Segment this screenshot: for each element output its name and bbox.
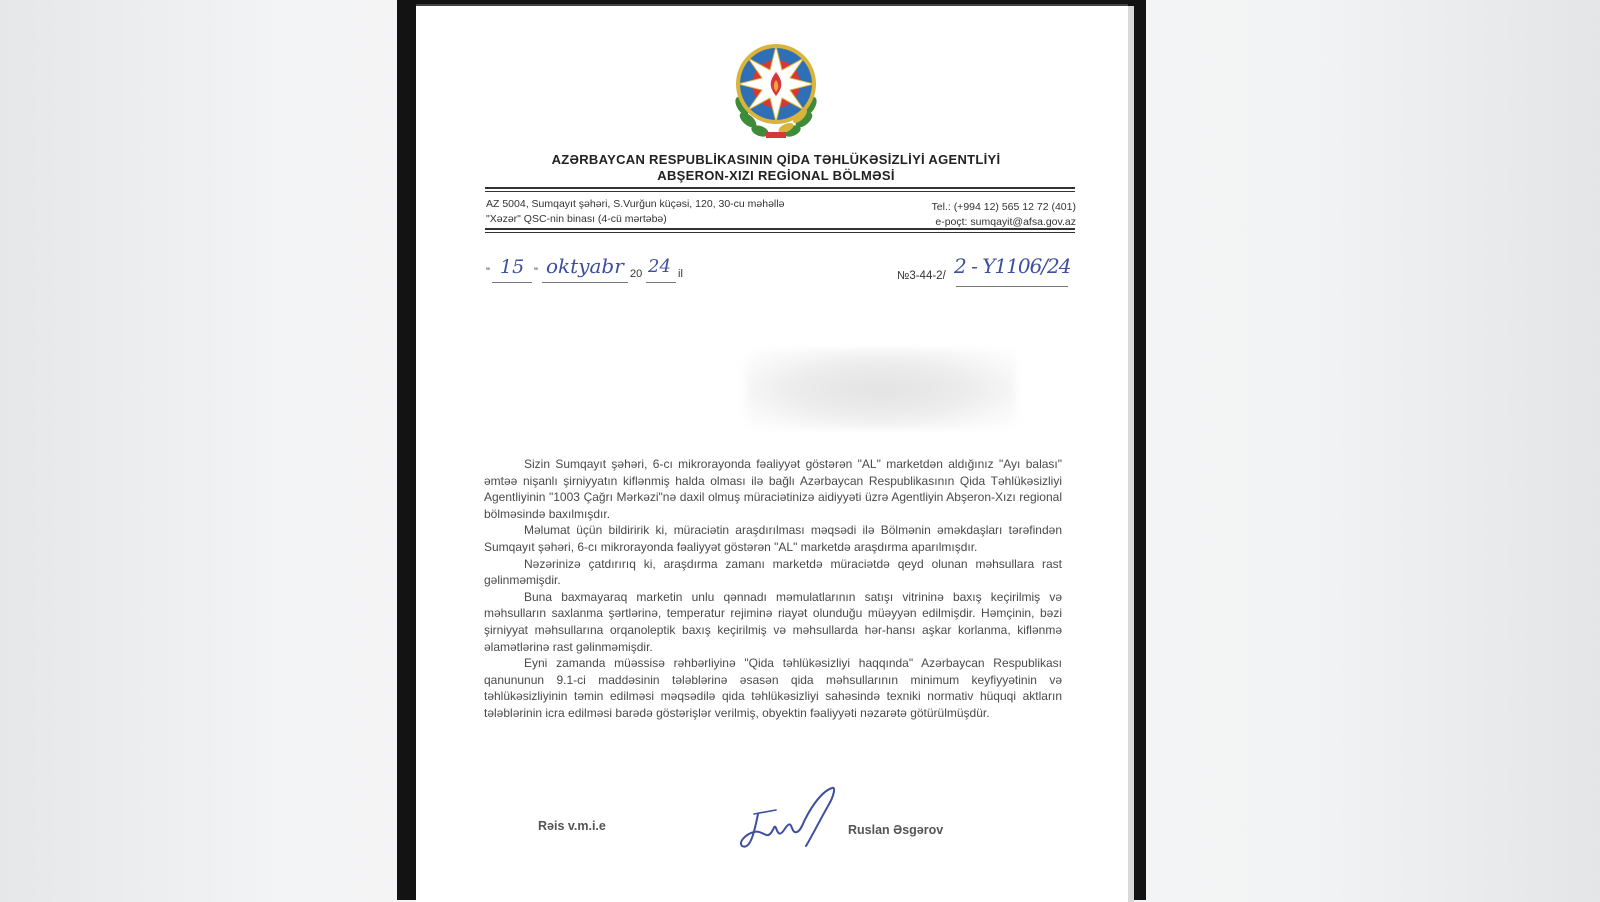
body-paragraph: Nəzərinizə çatdırırıq ki, araşdırma zamanı marketdə müraciətdə qeyd olunan məhsullara rast gəlinməmişdir. bbox=[484, 556, 1062, 588]
signatory-name: Ruslan Əsgərov bbox=[848, 823, 944, 837]
email-line: e-poçt: sumqayit@afsa.gov.az bbox=[935, 216, 1076, 228]
contact-block bbox=[932, 200, 1076, 230]
date-year-prefix: 20 bbox=[630, 268, 643, 280]
date-month: oktyabr bbox=[546, 254, 624, 278]
header-rule-top-thin bbox=[485, 191, 1075, 192]
letter-page bbox=[416, 4, 1128, 902]
agency-division: ABŞERON-XIZI REGİONAL BÖLMƏSİ bbox=[657, 168, 895, 183]
address-block bbox=[486, 197, 784, 227]
header-rule-top bbox=[485, 187, 1075, 189]
redacted-recipient bbox=[746, 349, 1016, 429]
body-paragraph: Məlumat üçün bildiririk ki, müraciətin araşdırılması məqsədi ilə Bölmənin əməkdaşları tərəfindən Sumqayıt şəhəri, 6-cı mikrorayonda fəaliyyət göstərən "AL" marketdə araşdırma aparılmışdır. bbox=[484, 523, 1062, 554]
phone-line: Tel.: (+994 12) 565 12 72 (401) bbox=[931, 201, 1076, 213]
signatory-role: Rəis v.m.i.e bbox=[538, 819, 606, 833]
agency-title: AZƏRBAYCAN RESPUBLİKASININ QİDA TƏHLÜKƏSİZLİYİ AGENTLİYİ bbox=[551, 152, 1001, 167]
date-day: 15 bbox=[500, 256, 525, 278]
header-rule-bottom bbox=[485, 228, 1075, 230]
date-suffix: il bbox=[678, 268, 683, 280]
handwritten-signature bbox=[736, 784, 846, 858]
address-line: AZ 5004, Sumqayıt şəhəri, S.Vurğun küçəsi, 120, 30-cu məhəllə bbox=[486, 198, 785, 210]
body-paragraph: Buna baxmayaraq marketin unlu qənnadı məmulatlarının satışı vitrininə baxış keçirilmiş və məhsulların saxlanma şərtlərinə, temperatur rejiminə riayət olunduğu müəyyən edilmişdir. Həmçinin, bəzi şirniyyat məhsullarına orqanoleptik baxış keçirilmiş və məhsullarda hər-hansı aşkar korlanma, kiflənmə əlamətlərinə rast gəlinməmişdir. bbox=[484, 589, 1062, 654]
header-rule-bottom-thin bbox=[485, 232, 1075, 233]
building-line: "Xəzər" QSC-nin binası (4-cü mərtəbə) bbox=[486, 213, 667, 225]
reference-prefix: №3-44-2/ bbox=[897, 270, 946, 282]
reference-number: 2 - Y1106/24 bbox=[954, 254, 1071, 278]
body-paragraph: Sizin Sumqayıt şəhəri, 6-cı mikrorayonda fəaliyyət göstərən "AL" marketdən aldığınız "Ayı balası" əmtəə nişanlı şirniyyatın kiflənmiş halda olması ilə bağlı Azərbaycan Respublikasının Qida Təhlükəsizliyi Agentliyinin "1003 Çağrı Mərkəzi"nə daxil olmuş müraciətinizə aidiyyəti üzrə Agentliyin Abşeron-Xızı regional bölməsində baxılmışdır. bbox=[484, 457, 1062, 521]
body-paragraph: Eyni zamanda müəssisə rəhbərliyinə "Qida təhlükəsizliyi haqqında" Azərbaycan Respublikası qanununun 9.1-ci maddəsinin tələblərinə əsasən qida məhsullarının minimum keyfiyyətinin və təhlükəsizliyinin təmin edilməsi məqsədilə qida təhlükəsizliyi sahəsində texniki normativ hüquqi aktların tələblərinin icra edilməsi barədə göstərişlər verilmiş, obyektin fəaliyyəti nəzarətə götürülmüşdür. bbox=[484, 656, 1062, 720]
letter-body bbox=[484, 456, 1062, 722]
date-reference-row: " 15 " oktyabr 20 24 il №3-44-2/ 2 - Y1106/24 bbox=[486, 260, 1076, 294]
coat-of-arms-icon bbox=[728, 36, 824, 142]
date-year-suffix: 24 bbox=[648, 256, 671, 277]
